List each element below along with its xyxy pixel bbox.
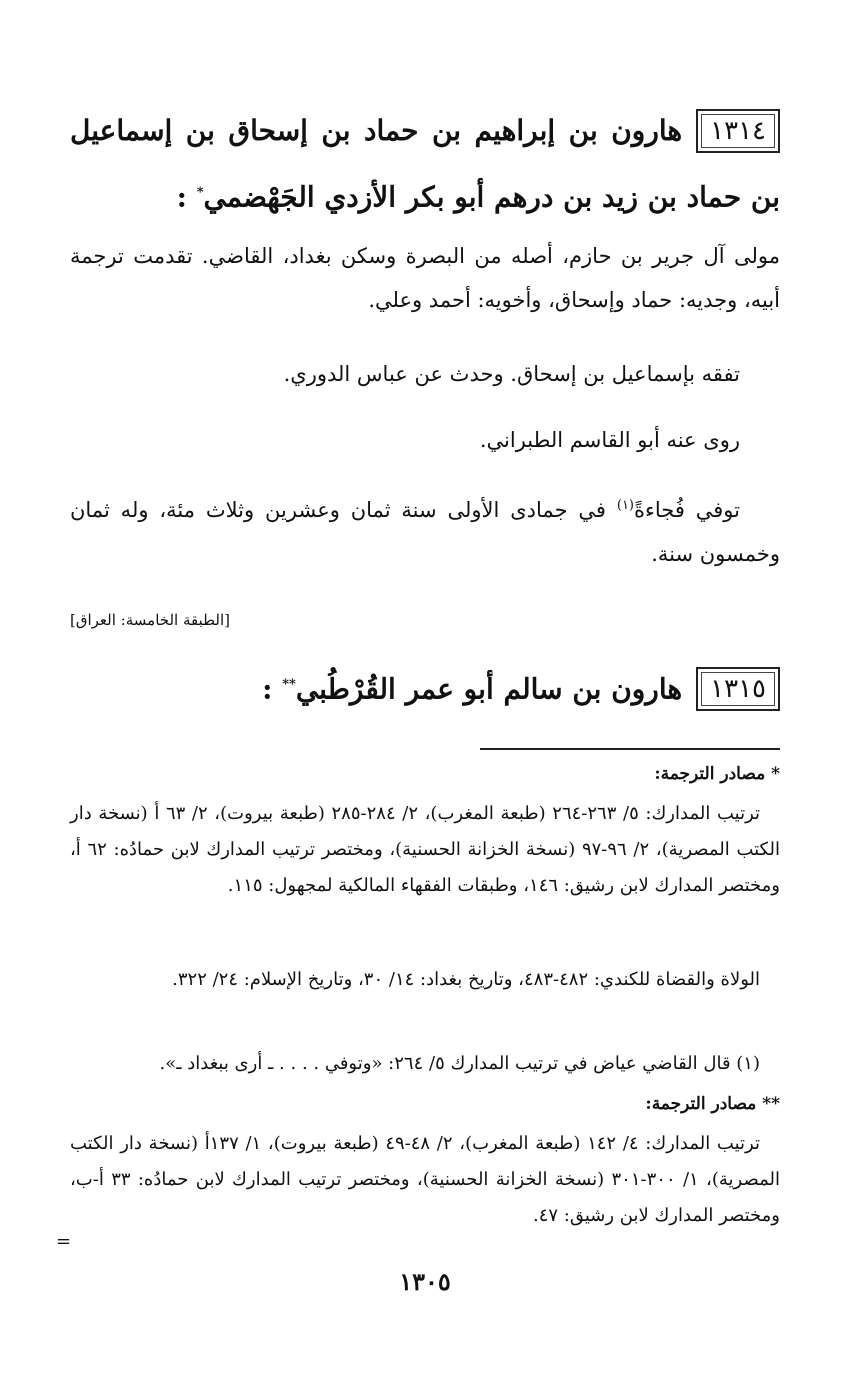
sources-1315-paragraph-1: ترتيب المدارك: ٤/ ١٤٢ (طبعة المغرب)، ٢/ ٤٨-٤٩ (طبعة بيروت)، ١/ ١٣٧أ (نسخة دار الكتب المصرية)، ١/ ٣٠٠-٣٠١ (نسخة الخزانة الحسنية)، ومختصر ترتيب المدارك لابن حمادُه: ٣٣ أ-ب، ومختصر المدارك لابن رشيق: ٤٧. — [70, 1133, 780, 1226]
entry-1314-paragraph-origin: مولى آل جرير بن حازم، أصله من البصرة وسكن بغداد، القاضي. تقدمت ترجمة أبيه، وجديه: حماد وإسحاق، وأخويه: أحمد وعلي. — [70, 244, 780, 312]
footnote-divider — [480, 748, 780, 750]
footnote-1: (١) قال القاضي عياض في ترتيب المدارك ٥/ ٢٦٤: «وتوفي . . . . ـ أرى ببغداد ـ». — [159, 1053, 760, 1074]
title-colon: : — [176, 180, 187, 214]
entry-title: هارون بن سالم أبو عمر القُرْطُبي — [295, 672, 683, 706]
source-mark: ** — [282, 677, 296, 692]
sources-1314-paragraph-2: الولاة والقضاة للكندي: ٤٨٢-٤٨٣، وتاريخ بغداد: ١٤/ ٣٠، وتاريخ الإسلام: ٢٤/ ٣٢٢. — [172, 969, 760, 990]
footnote-reference: (١) — [616, 498, 634, 513]
page-number: ١٣٠٥ — [399, 1267, 451, 1296]
title-colon: : — [262, 672, 273, 706]
sources-1314-paragraph-1: ترتيب المدارك: ٥/ ٢٦٣-٢٦٤ (طبعة المغرب)، ٢/ ٢٨٤-٢٨٥ (طبعة بيروت)، ٢/ ٦٣ أ (نسخة دار الكتب المصرية)، ٢/ ٩٦-٩٧ (نسخة الخزانة الحسنية)، ومختصر ترتيب المدارك لابن حمادُه: ٦٢ أ، ومختصر المدارك لابن رشيق: ١٤٦، وطبقات الفقهاء المالكية لمجهول: ١١٥. — [70, 803, 780, 896]
entry-1314-paragraph-narrators: روى عنه أبو القاسم الطبراني. — [479, 428, 740, 452]
entry-number-box: ١٣١٥ — [696, 667, 780, 711]
entry-title: هارون بن إبراهيم بن حماد بن إسحاق بن إسماعيل بن حماد بن زيد بن درهم أبو بكر الأزدي الجَهْضمي — [70, 114, 780, 214]
death-text-start: توفي فُجاءةً — [634, 498, 740, 522]
entry-1314-paragraph-study: تفقه بإسماعيل بن إسحاق. وحدث عن عباس الدوري. — [283, 362, 740, 386]
entry-1314-heading — [70, 100, 780, 228]
death-text-end: في جمادى الأولى سنة ثمان وعشرين وثلاث مئة، وله ثمان وخمسون سنة. — [70, 498, 780, 566]
continuation-mark: = — [56, 1231, 72, 1252]
entry-number-box: ١٣١٤ — [696, 109, 780, 153]
source-mark: * — [196, 185, 204, 200]
sources-heading-1314: * مصادر الترجمة: — [654, 764, 780, 784]
tabaqa-note: [الطبقة الخامسة: العراق] — [70, 611, 230, 629]
entry-1314-paragraph-death — [70, 484, 780, 576]
entry-1315-heading — [70, 654, 780, 720]
sources-heading-1315: ** مصادر الترجمة: — [645, 1094, 780, 1114]
